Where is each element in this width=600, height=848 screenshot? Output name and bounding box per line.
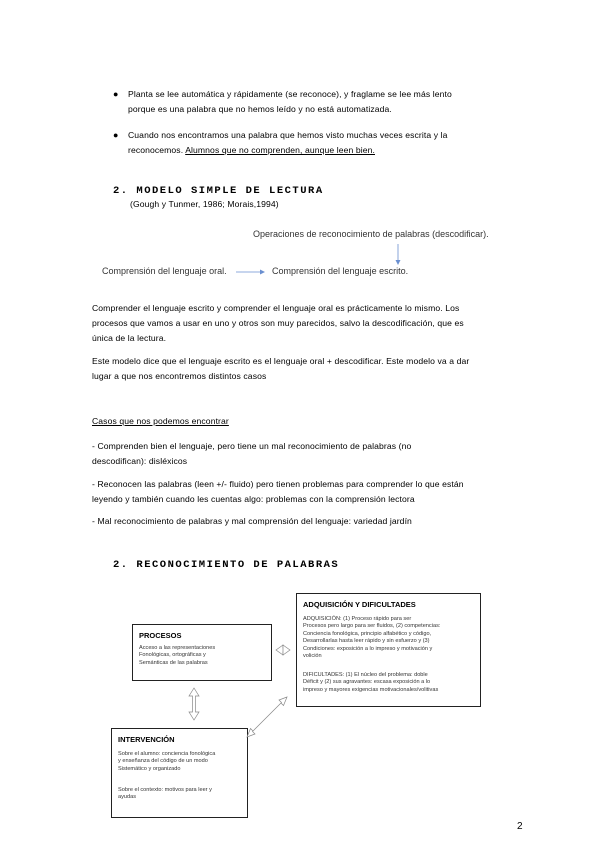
procesos-line: Fonológicas, ortográficas y	[139, 652, 206, 659]
dificultades-line: impreso y mayores exigencias motivacionales/volitivas	[303, 686, 439, 693]
page-number: 2	[517, 821, 523, 832]
caso-2-line-2: leyendo y también cuando les cuentas algo: problemas con la comprensión lectora	[92, 494, 415, 504]
adquisicion-line: ADQUISICIÓN: (1) Proceso rápido para ser	[303, 616, 412, 622]
diagram1-left-label: Comprensión del lenguaje oral.	[102, 266, 227, 276]
paragraph-1-line-1: Comprender el lenguaje escrito y comprender el lenguaje oral es prácticamente lo mismo. Los	[92, 303, 460, 313]
adquisicion-line: Condiciones: exposición a lo impreso y motivación y	[303, 645, 433, 652]
section-1-title: 2. MODELO SIMPLE DE LECTURA	[113, 185, 324, 197]
section-1-citation: (Gough y Tunmer, 1986; Morais,1994)	[130, 199, 279, 209]
bullet-1-line-1: Planta se lee automática y rápidamente (se reconoce), y fraglame se lee más lento	[128, 89, 452, 99]
dificultades-line: DIFICULTADES: (1) El núcleo del problema: doble	[303, 672, 428, 678]
procesos-line: Acceso a las representaciones	[139, 645, 216, 651]
adquisicion-line: Conciencia fonológica, principio alfabético y código,	[303, 630, 432, 637]
paragraph-1-line-3: única de la lectura.	[92, 333, 167, 343]
adquisicion-line: volición	[303, 653, 322, 660]
adquisicion-title: ADQUISICIÓN Y DIFICULTADES	[303, 600, 416, 609]
paragraph-2-line-2: lugar a que nos encontremos distintos casos	[92, 371, 267, 381]
caso-3: - Mal reconocimiento de palabras y mal comprensión del lenguaje: variedad jardín	[92, 516, 412, 526]
procesos-title: PROCESOS	[139, 631, 182, 640]
intervencion-line: Sistemático y organizado	[118, 765, 181, 772]
adquisicion-line: Procesos pero largo para ser fluidos, (2) competencias:	[303, 623, 441, 630]
double-arrow-vertical	[189, 688, 199, 720]
bullet-dot: ●	[113, 130, 119, 140]
casos-heading: Casos que nos podemos encontrar	[92, 416, 229, 426]
paragraph-2-line-1: Este modelo dice que el lenguaje escrito es el lenguaje oral + descodificar. Este modelo va a dar	[92, 356, 470, 366]
diagram1-top-label: Operaciones de reconocimiento de palabras (descodificar).	[253, 229, 489, 239]
double-arrow-diagonal	[247, 697, 287, 737]
bullet-2-underlined: Alumnos que no comprenden, aunque leen bien.	[185, 145, 375, 155]
double-arrow-horizontal-2	[283, 645, 290, 655]
procesos-line: Semánticas de las palabras	[139, 659, 208, 666]
caso-2-line-1: - Reconocen las palabras (leen +/- fluido) pero tienen problemas para comprender lo que están	[92, 479, 464, 489]
dificultades-line: Déficit y (2) sus agravantes: escasa exposición a lo	[303, 679, 431, 686]
bullet-1-line-2: porque es una palabra que no hemos leído y no está automatizada.	[128, 104, 392, 114]
adquisicion-line: Desarrollarlas hasta leer rápido y sin esfuerzo y (3)	[303, 638, 430, 645]
intervencion-line: ayudas	[118, 794, 137, 801]
caso-1-line-1: - Comprenden bien el lenguaje, pero tiene un mal reconocimiento de palabras (no	[92, 441, 412, 451]
caso-1-line-2: descodifican): disléxicos	[92, 456, 188, 466]
intervencion-line: Sobre el alumno: conciencia fonológica	[118, 751, 216, 757]
bullet-dot: ●	[113, 89, 119, 99]
bullet-2-line-1: Cuando nos encontramos una palabra que hemos visto muchas veces escrita y la	[128, 130, 448, 140]
bullet-2-plain: reconocemos.	[128, 145, 186, 155]
section-2-title: 2. RECONOCIMIENTO DE PALABRAS	[113, 559, 340, 571]
paragraph-1-line-2: procesos que vamos a usar en uno y otros son muy parecidos, salvo la descodificación, que es	[92, 318, 464, 328]
diagram1-right-label: Comprensión del lenguaje escrito.	[272, 266, 409, 276]
intervencion-line: y enseñanza del código de un modo	[118, 758, 208, 765]
intervencion-title: INTERVENCIÓN	[118, 735, 175, 744]
intervencion-line: Sobre el contexto: motivos para leer y	[118, 787, 212, 793]
